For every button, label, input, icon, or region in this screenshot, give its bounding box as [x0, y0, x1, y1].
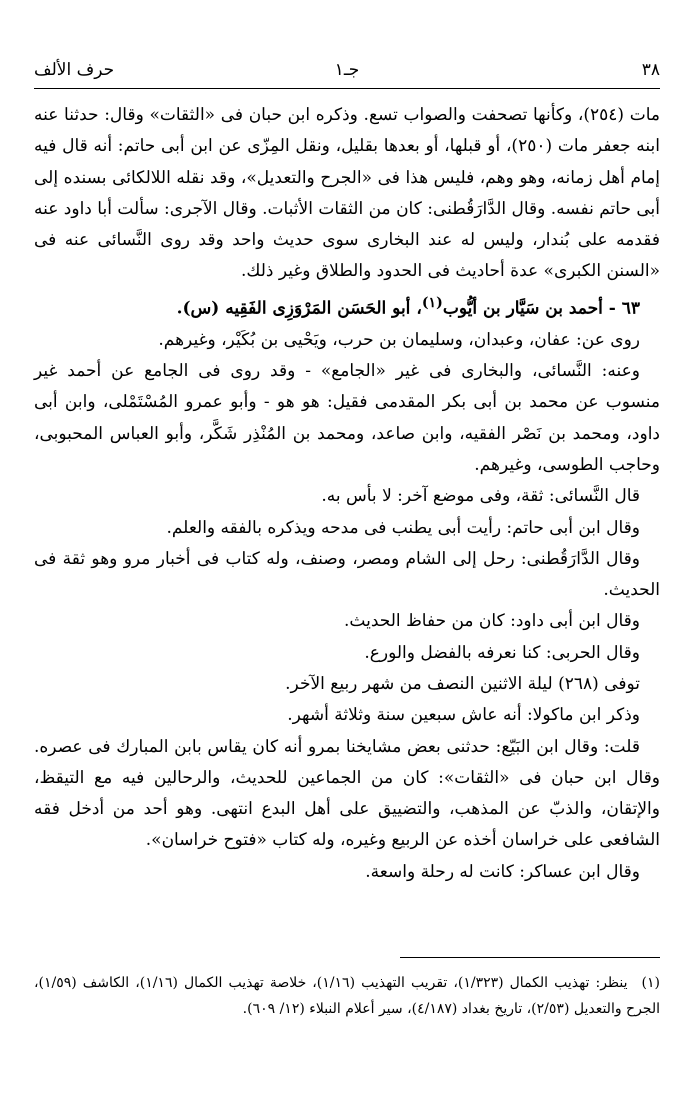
- paragraph: وقال ابن أبى داود: كان من حفاظ الحديث.: [344, 611, 640, 632]
- body-text: [34, 100, 660, 888]
- volume-label: جـ١: [334, 60, 360, 80]
- paragraph: وقال ابن عساكر: كانت له رحلة واسعة.: [365, 861, 640, 882]
- paragraph: مات (٢٥٤)، وكأنها تصحفت والصواب تسع. وذكره ابن حبان فى «الثقات» وقال: حدثنا عنه ابنه جعفر مات (٢٥٠)، أو قبلها، أو بعدها بقليل، ونقل المِزّى عن ابن أبى حاتم: أنه قال فيه إمام أهل زمانه، وهو وهم، فليس هذا فى «الجرح والتعديل»، وقد نقله اللالكائى بسنده إلى أبى حاتم نفسه. وقال الدَّارَقُطنى: كان من الثقات الأثبات. وقال الآجرى: سألت أبا داود عنه فقدمه على بُندار، وليس له عند البخارى سوى حديث واحد وقد روى النَّسائى عنه فى «السنن الكبرى» عدة أحاديث فى الحدود والطلاق وغير ذلك.: [34, 105, 661, 282]
- paragraph: روى عن: عفان، وعبدان، وسليمان بن حرب، ويَحْيى بن بُكَيْر، وغيرهم.: [158, 329, 640, 350]
- paragraph: وقال الحربى: كنا نعرفه بالفضل والورع.: [364, 642, 640, 663]
- footnote-text: ينظر: تهذيب الكمال (١/٣٢٣)، تقريب التهذيب (١/١٦)، خلاصة تهذيب الكمال (١/١٦)، الكاشف (١/٥٩)، الجرح والتعديل (٢/٥٣)، تاريخ بغداد (٤/١٨٧)، سير أعلام النبلاء (١٢/ ٦٠٩).: [34, 975, 660, 1017]
- entry-name-suffix: ، أبو الحَسَن المَرْوَزِى الفَقِيه (س).: [176, 298, 422, 319]
- footnote-reference: (١): [421, 294, 443, 311]
- paragraph: وذكر ابن ماكولا: أنه عاش سبعين سنة وثلاثة أشهر.: [287, 705, 640, 726]
- paragraph: قال النَّسائى: ثقة، وفى موضع آخر: لا بأس به.: [321, 486, 640, 507]
- footnote-marker: (١): [641, 975, 661, 991]
- paragraph: وعنه: النَّسائى، والبخارى فى غير «الجامع» - وقد روى فى الجامع عن أحمد غير منسوب عن محمد بن أبى بكر المقدمى فقيل: هو هو - وأبو عمرو المُسْتَمْلى، وابن أبى داود، ومحمد بن نَصْر الفقيه، وابن صاعد، ومحمد بن المُنْذِر شَكَّر، وأبو العباس المحبوبى، وحاجب الطوسى، وغيرهم.: [34, 361, 660, 475]
- entry-heading: [34, 288, 660, 325]
- footnote: [34, 970, 660, 1022]
- page-number: ٣٨: [641, 60, 660, 80]
- header-rule: [34, 88, 660, 89]
- paragraph: وقال الدَّارَقُطنى: رحل إلى الشام ومصر، وصنف، وله كتاب فى أخبار مرو وهو ثقة فى الحديث.: [34, 548, 660, 601]
- paragraph: قلت: وقال ابن البَيّع: حدثنى بعض مشايخنا بمرو أنه كان يقاس بابن المبارك فى عصره. وقال ابن حبان فى «الثقات»: كان من الجماعين للحديث، والرحالين فيه مع التيقظ، والإتقان، والذبّ عن المذهب، والتضييق على أهل البدع انتهى. وهو أحد من أدخل فقه الشافعى على خراسان أخذه عن الربيع وغيره، وله كتاب «فتوح خراسان».: [34, 736, 660, 851]
- paragraph: توفى (٢٦٨) ليلة الاثنين النصف من شهر ربيع الآخر.: [285, 674, 640, 694]
- paragraph: وقال ابن أبى حاتم: رأيت أبى يطنب فى مدحه ويذكره بالفقه والعلم.: [166, 517, 640, 538]
- footnote-rule: [400, 957, 660, 958]
- chapter-title: حرف الألف: [34, 60, 115, 80]
- entry-name: ٦٣ - أحمد بن سَيَّار بن أيُّوب: [442, 298, 640, 319]
- page-header: [34, 60, 660, 86]
